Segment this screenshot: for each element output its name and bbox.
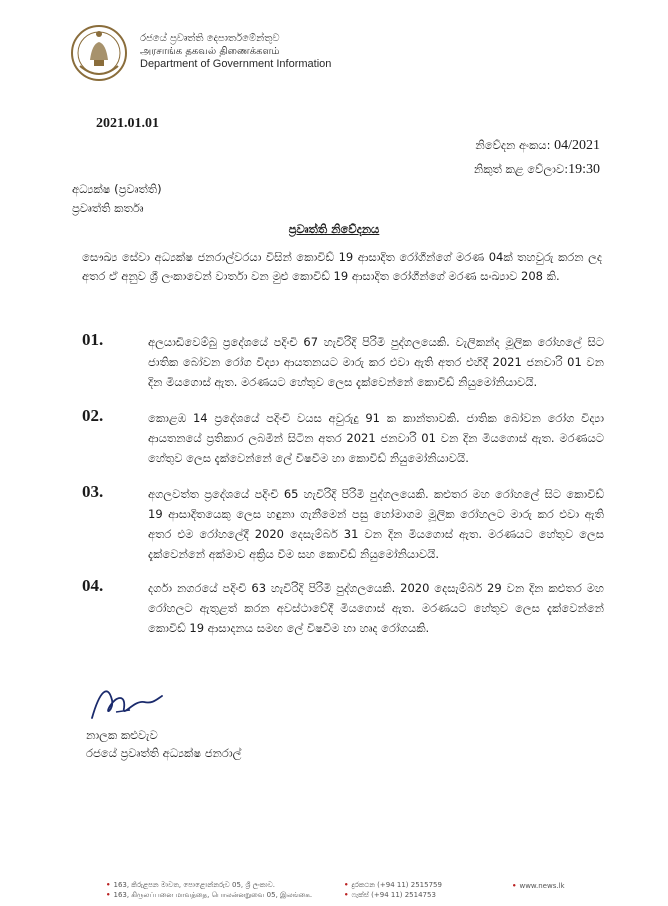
signatory-title: රජයේ ප්‍රවෘත්ති අධ්‍යක්ෂ ජනරාල්: [86, 746, 242, 760]
handwritten-signature-icon: [86, 680, 166, 726]
item-number: 03.: [82, 482, 104, 501]
phone-icon: •: [344, 881, 349, 889]
page-title: ප්‍රවෘත්ති නිවේදනය: [288, 222, 380, 236]
recipient-news-editor: ප්‍රවෘත්ති කර්තෘ: [72, 201, 144, 215]
release-number: 04/2021: [554, 138, 600, 153]
fax-icon: •: [344, 891, 349, 899]
issue-time: 19:30: [568, 162, 600, 177]
item-text: අගලවත්ත ප්‍රදේශයේ පදිංචි 65 හැවිරිදි පිරිමි පුද්ගලයෙකි. කළුතර මහ රෝහලේ සිට කොවිඩ් 19 ආසාදිතයෙකු ලෙස හඳුනා ගැනීමෙන් පසු හෝමාගම මූලික රෝහලට මාරු කර එවා ඇති අතර එම රෝහලේදී 2020 දෙසැම්බර් 31 වන දින මියගොස් ඇත. මරණයට හේතුව ලෙස දැක්වෙන්නේ අක්මාව අක්‍රිය වීම සහ කොවිඩ් නියුමෝනියාවයි.: [148, 487, 604, 561]
sri-lanka-emblem-icon: [70, 22, 128, 84]
intro-paragraph: සෞඛ්‍ය සේවා අධ්‍යක්ෂ ජනරාල්වරයා විසින් කොවිඩ් 19 ආසාදිත රෝගීන්ගේ මරණ 04ක් තහවුරු කරන ලද අතර ඒ අනුව ශ්‍රී ලංකාවෙන් වාර්තා වන මුළු කොවිඩ් 19 ආසාදිත රෝගීන්ගේ මරණ සංඛ්‍යාව 208 කි.: [82, 250, 602, 283]
item-number: 04.: [82, 576, 104, 595]
item-number: 01.: [82, 330, 104, 349]
recipient-director: අධ්‍යක්ෂ (ප්‍රවෘත්ති): [72, 182, 162, 196]
footer-website: [512, 882, 565, 890]
fax-label: ෆැක්ස්: [351, 891, 369, 899]
fax-number: (+94 11) 2514753: [371, 891, 436, 899]
web-icon: •: [512, 882, 517, 890]
org-name-sinhala: රජයේ ප්‍රවෘත්ති දෙපාර්තමේන්තුව: [140, 33, 280, 44]
item-text: දර්ගා නගරයේ පදිංචි 63 හැවිරිදි පිරිමි පුද්ගලයෙකි. 2020 දෙසැම්බර් 29 වන දින කළුතර මහ රෝහලට ඇතුළත් කරන අවස්ථාවේදී මියගොස් ඇත. මරණයට හේතුව ලෙස දැක්වෙන්නේ කොවිඩ් 19 ආසාදනය සමඟ ලේ විෂවීම හා හෘද රෝගයකි.: [148, 581, 604, 635]
org-name-tamil: அரசாங்க தகவல் திணைக்களம்: [140, 46, 280, 57]
org-name-english: Department of Government Information: [140, 58, 332, 70]
footer-address-tamil: 163, கிருலப்பனை மாவத்தை, பொலன்னறுவை 05, இலங்கை.: [113, 891, 313, 899]
signatory-name: නාලක කළුවැව: [86, 728, 158, 742]
org-name-block: [140, 32, 331, 71]
website-url: www.news.lk: [519, 882, 565, 890]
release-date: 2021.01.01: [96, 116, 159, 131]
release-number-line: [475, 138, 600, 154]
issue-time-label: නිකුත් කළ වේලාව:: [473, 162, 569, 176]
footer: [0, 872, 668, 906]
footer-address-sinhala: 163, කිරුළපන මාවත, පොළොන්නරුව 05, ශ්‍රී ලංකාව.: [113, 881, 275, 889]
footer-address: [106, 880, 312, 900]
item-text: අලයාඩිවෙම්බු ප්‍රදේශයේ පදිංචි 67 හැවිරිදි පිරිමි පුද්ගලයෙකි. වැලිකන්ද මූලික රෝහලේ සිට ජාතික බෝවන රෝග විද්‍යා ආයතනයට මාරු කර එවා ඇති අතර එහිදී 2021 ජනවාරි 01 වන දින මියගොස් ඇත. මරණයට හේතුව ලෙස දැක්වෙන්නේ කොවිඩ් නියුමෝනියාවයි.: [148, 335, 604, 389]
footer-contact: [344, 880, 442, 900]
phone-number: (+94 11) 2515759: [377, 881, 442, 889]
item-text: කොළඹ 14 ප්‍රදේශයේ පදිංචි වයස අවුරුදු 91 ක කාන්තාවකි. ජාතික බෝවන රෝග විද්‍යා ආයතනයේ ප්‍රතිකාර ලබමින් සිටින අතර 2021 ජනවාරි 01 වන දින මියගොස් ඇත. මරණයට හේතුව ලෙස දැක්වෙන්නේ ලේ විෂවීම හා කොවිඩ් නියුමෝනියාවයි.: [148, 411, 604, 465]
issue-time-line: [474, 162, 600, 178]
bullet-icon: •: [106, 881, 111, 889]
bullet-icon: •: [106, 891, 111, 899]
item-number: 02.: [82, 406, 104, 425]
release-number-label: නිවේදන අංකය:: [475, 138, 551, 152]
phone-label: දුරකථන: [351, 881, 375, 889]
